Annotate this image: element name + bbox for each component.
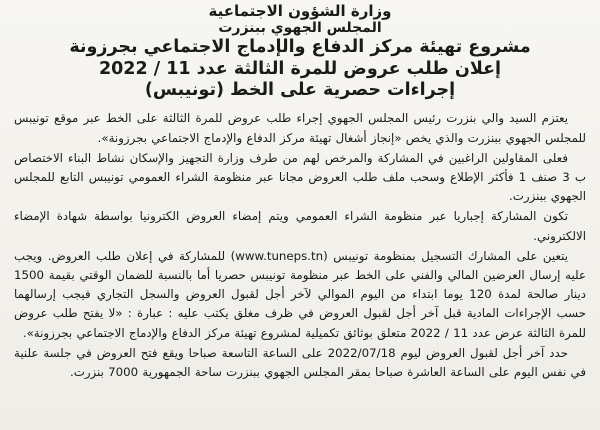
ministry-title: وزارة الشؤون الاجتماعية <box>208 2 392 20</box>
paragraph-eligibility: فعلى المقاولين الراغبين في المشاركة والمرخص لهم من طرف وزارة التجهيز والإسكان نشاط البناء الاختصاص ب 3 صنف 1 فأكثر الإطلاع وسحب ملف طلب العروض مجانا عبر منظومة الشراء العمومي تونيبس التابع للمجلس الجهوي ببنزرت. <box>14 150 586 204</box>
paragraph-intro: يعتزم السيد والي بنزرت رئيس المجلس الجهوي إجراء طلب عروض للمرة الثالثة على الخط عبر موقع تونيبس للمجلس الجهوي ببنزرت والذي يخص «إنجاز أشغال تهيئة مركز الدفاع والإدماج الاجتماعي بجرزونة». <box>14 111 586 145</box>
paragraph-participation: تكون المشاركة إجباريا عبر منظومة الشراء العمومي ويتم إمضاء العروض الكترونيا بواسطة شهادة الإمضاء الالكتروني. <box>14 209 586 243</box>
paragraph-deadline: حدد آخر أجل لقبول العروض ليوم 2022/07/18 على الساعة التاسعة صباحا ويقع فتح العروض في جلسة علنية في نفس اليوم على الساعة العاشرة صباحا بمقر المجلس الجهوي ببنزرت ساحة الجمهورية 7000 بنزرت. <box>14 345 586 380</box>
procedure-title: إجراءات حصرية على الخط (تونيبس) <box>144 80 456 101</box>
announcement-header <box>0 0 600 101</box>
paragraph-registration: يتعين على المشارك التسجيل بمنظومة تونيبس (www.tuneps.tn) للمشاركة في إعلان طلب العروض. ويجب عليه إرسال العرضين المالي والفني على الخط عبر منظومة تونيبس حصريا أما بالنسبة للضمان الوقتي بقيمة 1500 دينار صالحة لمدة 120 يوما ابتداء من اليوم الموالي لآخر أجل لقبول العروض والسجل التجاري فيجب إرسالهما حسب الإجراءات المادية قبل آخر أجل لقبول العروض في ظرف مغلق يكتب عليه : عبارة : «لا يفتح طلب عروض للمرة الثالثة عرض عدد 11 / 2022 متعلق بوثائق تكميلية لمشروع تهيئة مركز الدفاع والإدماج الاجتماعي بجرزونة». <box>14 248 586 340</box>
announcement-title: إعلان طلب عروض للمرة الثالثة عدد 11 / 2022 <box>98 58 502 79</box>
announcement-body <box>0 101 600 399</box>
project-title: مشروع تهيئة مركز الدفاع والإدماج الاجتماعي بجرزونة <box>69 37 531 58</box>
council-title: المجلس الجهوي ببنزرت <box>218 20 382 37</box>
